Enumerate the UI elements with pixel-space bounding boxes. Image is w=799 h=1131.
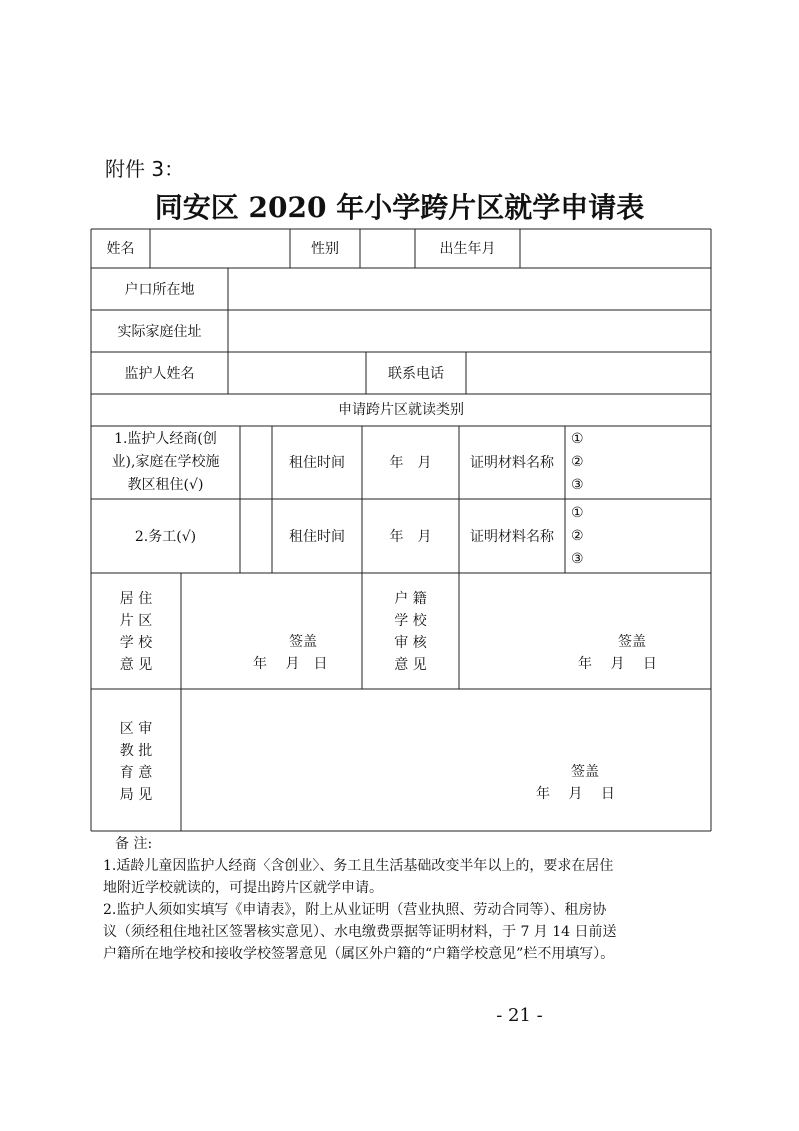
edu-bureau-sign: 签盖 [571, 764, 599, 780]
cat1-proof-item-3[interactable]: ③ [571, 477, 584, 493]
cat2-proof-item-2[interactable]: ② [571, 528, 584, 544]
edu-bureau-date[interactable]: 年 月 日 [536, 786, 615, 802]
birth-field[interactable] [521, 233, 710, 265]
cat1-proof-label: 证明材料名称 [470, 455, 554, 471]
name-label: 姓名 [106, 241, 135, 257]
cat1-line2: 业),家庭在学校施 [111, 454, 220, 470]
notes-line: 户籍所在地学校和接收学校签署意见（属区外户籍的“户籍学校意见”栏不用填写）。 [103, 946, 615, 962]
cat1-line1: 1.监护人经商(创 [114, 431, 217, 447]
hukou-label: 户口所在地 [124, 282, 195, 298]
birth-label: 出生年月 [439, 241, 496, 257]
cat2-rent-label: 租住时间 [289, 529, 345, 545]
cat2-proof-item-3[interactable]: ③ [571, 551, 584, 567]
cat1-rent-label: 租住时间 [289, 455, 345, 471]
address-label: 实际家庭住址 [117, 324, 202, 340]
notes-line: 2.监护人须如实填写《申请表》，附上从业证明（营业执照、劳动合同等）、租房协 [103, 902, 607, 918]
cat2-rent-date[interactable]: 年 月 [389, 529, 432, 545]
cat1-rent-date[interactable]: 年 月 [389, 455, 432, 471]
attachment-label: 附件 3： [105, 157, 185, 181]
cat1-check-box[interactable] [243, 431, 269, 495]
cat2-label: 2.务工(√) [134, 529, 197, 545]
cat1-proof-item-2[interactable]: ② [571, 454, 584, 470]
cat2-proof-label: 证明材料名称 [470, 529, 554, 545]
phone-label: 联系电话 [388, 366, 444, 382]
guardian-label: 监护人姓名 [124, 366, 195, 382]
form-title: 同安区 2020 年小学跨片区就学申请表 [154, 191, 645, 224]
hukou-school-date[interactable]: 年 月 日 [578, 656, 657, 672]
phone-field[interactable] [467, 356, 710, 390]
address-field[interactable] [229, 314, 710, 348]
cat1-line3: 教区租住(√) [127, 477, 204, 493]
page-number: - 21 - [496, 1005, 543, 1026]
hukou-school-sign: 签盖 [618, 634, 646, 650]
hukou-field[interactable] [229, 272, 710, 306]
gender-label: 性别 [311, 241, 339, 257]
guardian-field[interactable] [229, 356, 365, 390]
cat1-proof-item-1[interactable]: ① [571, 431, 584, 447]
notes-line: 1.适龄儿童因监护人经商〈含创业〉、务工且生活基础改变半年以上的，要求在居住 [103, 858, 614, 874]
notes-line: 议（须经租住地社区签署核实意见）、水电缴费票据等证明材料，于 7 月 14 日前送 [103, 924, 617, 940]
residence-school-date[interactable]: 年 月 日 [253, 656, 328, 672]
notes-heading: 备 注: [115, 836, 153, 852]
gender-field[interactable] [361, 233, 414, 265]
residence-school-sign: 签盖 [289, 634, 317, 650]
notes-section [103, 833, 703, 965]
edu-bureau-label: 区 审 教 批 育 意 局 见 [119, 721, 153, 803]
category-header: 申请跨片区就读类别 [338, 402, 464, 418]
residence-school-label: 居 住 片 区 学 校 意 见 [119, 591, 153, 673]
cat2-check-box[interactable] [243, 504, 269, 568]
cat2-proof-item-1[interactable]: ① [571, 505, 584, 521]
notes-line: 地附近学校就读的，可提出跨片区就学申请。 [103, 880, 383, 896]
hukou-school-label: 户 籍 学 校 审 核 意 见 [394, 591, 427, 673]
name-field[interactable] [151, 233, 289, 265]
